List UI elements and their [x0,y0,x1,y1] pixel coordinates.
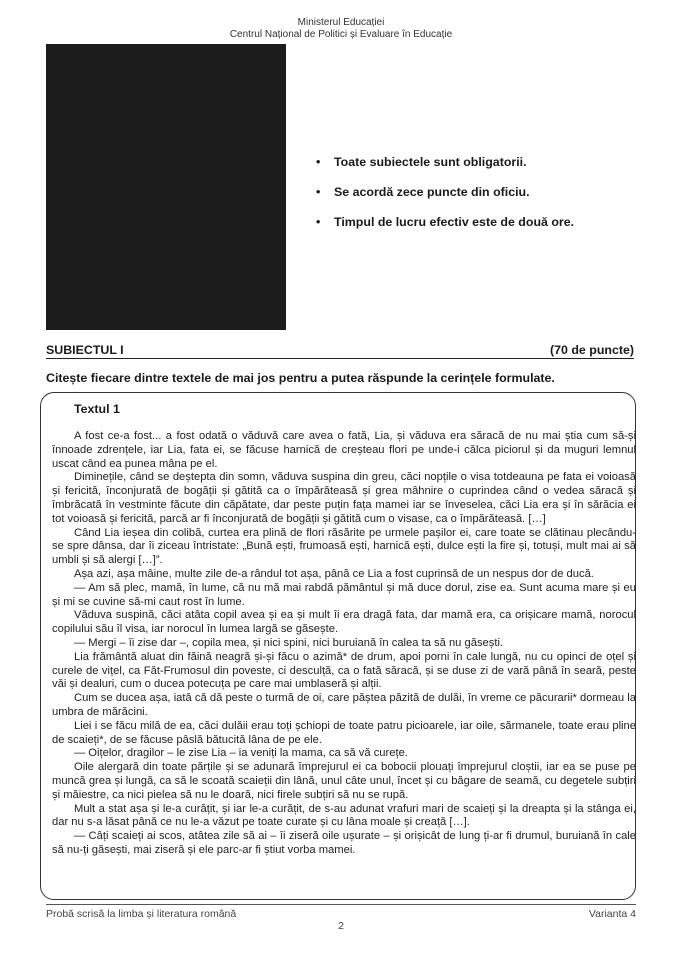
paragraph: A fost ce-a fost... a fost odată o văduvă care avea o fată, Lia, și văduva era săracă de nu mai știa cum să-și înnoade zdrențele, iar Lia, fata ei, se făcuse harnică de creșteau flori pe unde-i călca piciorul și da muguri lemnul uscat când ea punea mâna pe el. [52,430,636,470]
footer-divider [46,904,636,905]
footer-right: Varianta 4 [588,908,636,920]
header-ministry: Ministerul Educației [297,17,385,28]
bullet-icon: • [316,155,321,169]
instruction-item: • Se acordă zece puncte din oficiu. [316,185,530,199]
paragraph: Văduva suspină, căci atâta copil avea și ea și mult îi era dragă fata, dar mamă era, ca orișicare mamă, norocul copilului său îl visa, iar norocul în lumea largă se găsește. [52,609,636,636]
subject-header [46,342,634,359]
paragraph: Lia frământă aluat din făină neagră și-și făcu o azimă* de drum, apoi porni în cale lungă, nu cu opinci de oțel și curele de vițel, ca Făt-Frumosul din poveste, ci desculță, ca o fată săracă, și se duse zi de vară până în seară, peste văi și dealuri, cum o ducea potecuța pe care mai umblaseră și alții. [52,650,636,691]
bullet-icon: • [316,215,321,229]
paragraph: Oile alergară din toate părțile și se adunară împrejurul ei ca bobocii plouați împrejurul cloștii, iar ea se puse pe muncă grea și lungă, ca să le scoată scaieții din lână, unul câte unul, încet și cu băgare de seamă, cu degetele subțiri și măiestre, ca nici pielea să nu le doară, nici firele subțiri să nu se rupă. [52,761,636,801]
paragraph: Mult a stat așa și le-a curățit, și iar le-a curățit, de s-au adunat vrafuri mari de scaieți și la dreapta și la stânga ei, dar nu s-a lăsat până ce nu le-a văzut pe toate curate și cu lâna moale și creață […]. [52,802,636,829]
instruction-item: • Toate subiectele sunt obligatorii. [316,155,527,169]
task-instruction: Citește fiecare dintre textele de mai jos pentru a putea răspunde la cerințele formulate. [46,371,555,385]
text-title: Textul 1 [74,402,120,416]
paragraph: — Am să plec, mamă, în lume, că nu mă mai rabdă pământul și mă duce dorul, zise ea. Sunt acuma mare și eu și mi se cuvine să-mi caut rost în lume. [52,581,636,608]
bullet-icon: • [316,185,321,199]
footer-left: Probă scrisă la limba și literatura română [46,908,237,920]
paragraph: — Câți scaieți ai scos, atâtea zile să ai – îi ziseră oile ușurate – și orișicât de lung ți-ar fi drumul, buruiană în cale să nu-ți găsești, mai ziseră și ele parc-ar fi știut vorba mamei. [52,830,636,856]
paragraph: Liei i se făcu milă de ea, căci dulăii erau toți șchiopi de toate patru picioarele, iar oile, sărmanele, toate erau pline de scaieți*, de se făcuse pâslă bătucită lâna de pe ele. [52,719,636,746]
subject-points: (70 de puncte) [550,343,634,357]
instruction-item: • Timpul de lucru efectiv este de două ore. [316,215,575,229]
paragraph: Cum se ducea așa, iată că dă peste o turmă de oi, care păștea păzită de dulăi, în vreme ce păcurarii* dormeau la umbra de mărăcini. [52,692,636,718]
paragraph: Așa azi, așa mâine, multe zile de-a rândul tot așa, până ce Lia a fost cuprinsă de un nespus dor de ducă. [74,567,594,580]
paragraph: Când Lia ieșea din colibă, curtea era plină de flori răsărite pe urmele pașilor ei, care toate se clătinau plecându-se spre dânsa, dar îi ziceau întristate: „Bună ești, frumoasă ești, harnică ești, dulce ești la fire și, totuși, mult mai ai să umbli și să alergi […]”. [52,526,636,567]
paragraph: — Oițelor, dragilor – le zise Lia – ia veniți la mama, ca să vă curețe. [74,747,408,760]
text-body [52,430,636,858]
page-number: 2 [338,920,344,932]
paragraph: Diminețile, când se deștepta din somn, văduva suspina din greu, căci nopțile o visa totdeauna pe fata ei voioasă și fericită, înconjurată de bogății și gătită ca o împărăteasă și grea mâhnire o cuprindea când o vedea săracă și îmbrăcată în vestminte făcute din căpătate, dar peste puțin fața mamei iar se înveselea, căci Lia era și în sărăcia ei tot voioasă și fericită, parcă ar fi înconjurată de bogății și gătită cum o visase, ca o împărăteasă. […] [52,471,636,525]
paragraph: — Mergi – îi zise dar –, copila mea, și nici spini, nici buruiană în calea ta să nu găsești. [74,636,504,649]
instructions-list [316,154,574,244]
header-center: Centrul Național de Politici și Evaluare în Educație [229,29,453,40]
redacted-area [46,44,286,330]
subject-title: SUBIECTUL I [46,343,124,357]
